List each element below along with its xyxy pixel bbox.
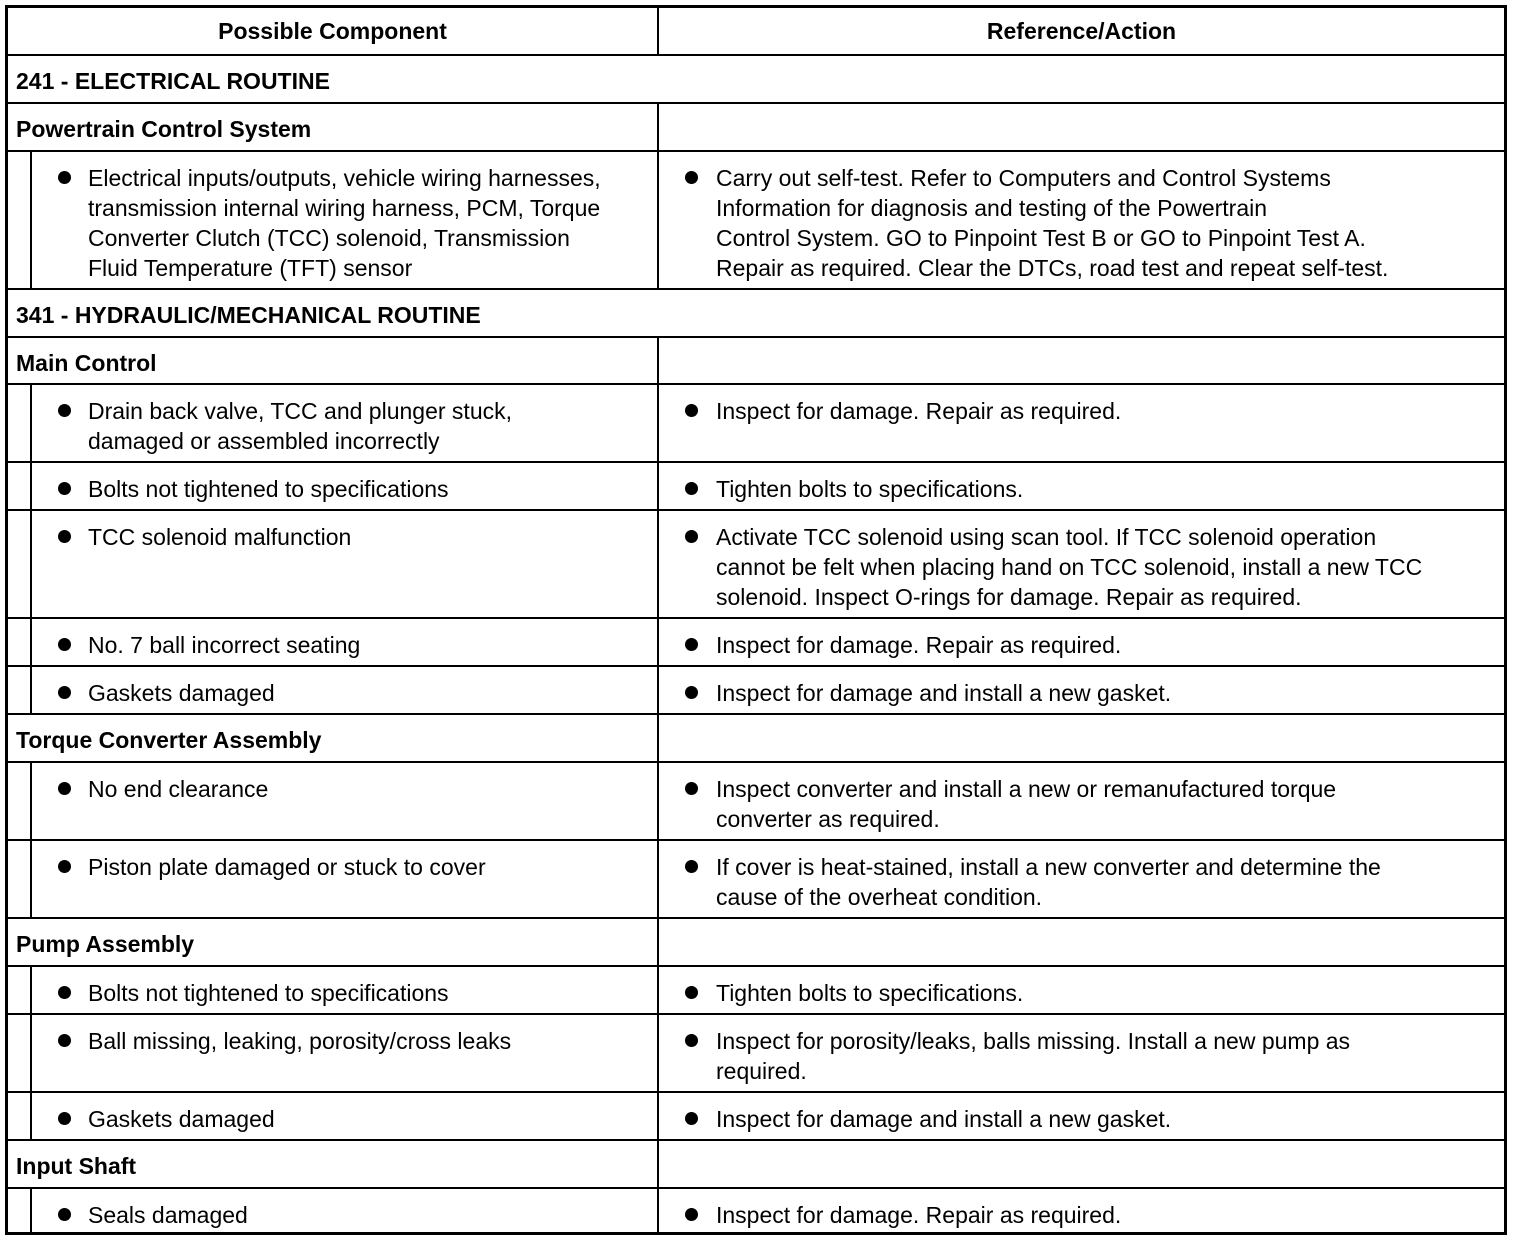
group-row	[8, 336, 1504, 383]
table-row	[8, 617, 1504, 665]
component-cell	[88, 678, 653, 708]
indent-divider	[30, 1015, 32, 1091]
action-line: Tighten bolts to specifications.	[716, 476, 1024, 502]
table-row	[8, 1013, 1504, 1091]
component-line: Ball missing, leaking, porosity/cross leaks	[88, 1028, 512, 1054]
component-cell	[88, 396, 653, 456]
component-line: Gaskets damaged	[88, 680, 275, 706]
action-line: Information for diagnosis and testing of the Powertrain	[716, 195, 1268, 221]
column-divider	[657, 763, 659, 839]
header-possible-component: Possible Component	[218, 17, 447, 44]
component-line: Electrical inputs/outputs, vehicle wiring harnesses,	[88, 165, 601, 191]
action-cell	[716, 1026, 1501, 1086]
section-row	[8, 54, 1504, 102]
column-divider	[657, 967, 659, 1013]
component-line: TCC solenoid malfunction	[88, 524, 352, 550]
group-row	[8, 1139, 1504, 1187]
bullet-icon	[685, 638, 698, 651]
column-divider	[657, 715, 659, 761]
component-line: Fluid Temperature (TFT) sensor	[88, 255, 413, 281]
table-row	[8, 839, 1504, 917]
indent-divider	[30, 152, 32, 288]
action-cell	[716, 163, 1501, 283]
column-divider	[657, 619, 659, 665]
bullet-icon	[58, 686, 71, 699]
group-row	[8, 713, 1504, 761]
action-cell	[716, 1104, 1501, 1134]
component-cell	[88, 1200, 653, 1230]
bullet-icon	[685, 404, 698, 417]
column-divider	[657, 511, 659, 617]
action-cell	[716, 678, 1501, 708]
indent-divider	[30, 763, 32, 839]
indent-divider	[30, 1093, 32, 1139]
component-line: Bolts not tightened to specifications	[88, 980, 449, 1006]
bullet-icon	[685, 986, 698, 999]
action-line: Inspect for damage. Repair as required.	[716, 398, 1122, 424]
component-line: transmission internal wiring harness, PCM, Torque	[88, 195, 601, 221]
bullet-icon	[58, 530, 71, 543]
section-row	[8, 288, 1504, 336]
action-cell	[716, 852, 1501, 912]
bullet-icon	[685, 1112, 698, 1125]
action-line: Repair as required. Clear the DTCs, road test and repeat self-test.	[716, 255, 1389, 281]
component-cell	[88, 978, 653, 1008]
indent-divider	[30, 967, 32, 1013]
column-divider	[657, 338, 659, 383]
table-row	[8, 665, 1504, 713]
action-line: Inspect for damage and install a new gasket.	[716, 680, 1172, 706]
component-line: Drain back valve, TCC and plunger stuck,	[88, 398, 512, 424]
action-cell	[716, 630, 1501, 660]
table-row	[8, 383, 1504, 461]
bullet-icon	[58, 1112, 71, 1125]
component-cell	[88, 474, 653, 504]
bullet-icon	[58, 482, 71, 495]
component-cell	[88, 774, 653, 804]
action-line: Inspect for damage. Repair as required.	[716, 1202, 1122, 1228]
table-row	[8, 150, 1504, 288]
table-row	[8, 509, 1504, 617]
group-row	[8, 102, 1504, 150]
column-divider	[657, 1141, 659, 1187]
bullet-icon	[685, 686, 698, 699]
bullet-icon	[685, 171, 698, 184]
component-line: Converter Clutch (TCC) solenoid, Transmission	[88, 225, 570, 251]
action-cell	[716, 396, 1501, 426]
indent-divider	[30, 841, 32, 917]
column-divider	[657, 463, 659, 509]
action-cell	[716, 978, 1501, 1008]
column-divider	[657, 1093, 659, 1139]
group-title: Torque Converter Assembly	[16, 727, 322, 753]
component-cell	[88, 630, 653, 660]
table-row	[8, 1187, 1504, 1232]
action-cell	[716, 1200, 1501, 1230]
action-line: Inspect converter and install a new or remanufactured torque	[716, 776, 1337, 802]
column-divider	[657, 1015, 659, 1091]
action-line: If cover is heat-stained, install a new converter and determine the	[716, 854, 1381, 880]
bullet-icon	[58, 638, 71, 651]
action-line: Carry out self-test. Refer to Computers and Control Systems	[716, 165, 1331, 191]
bullet-icon	[58, 1034, 71, 1047]
group-title: Main Control	[16, 350, 157, 376]
action-line: Tighten bolts to specifications.	[716, 980, 1024, 1006]
component-cell	[88, 522, 653, 552]
action-cell	[716, 522, 1501, 612]
action-line: converter as required.	[716, 806, 940, 832]
table-row	[8, 965, 1504, 1013]
component-line: No. 7 ball incorrect seating	[88, 632, 361, 658]
component-line: Gaskets damaged	[88, 1106, 275, 1132]
bullet-icon	[685, 860, 698, 873]
indent-divider	[30, 463, 32, 509]
bullet-icon	[685, 530, 698, 543]
group-title: Powertrain Control System	[16, 116, 312, 142]
column-divider	[657, 385, 659, 461]
column-divider	[657, 841, 659, 917]
bullet-icon	[685, 1034, 698, 1047]
indent-divider	[30, 619, 32, 665]
action-line: Inspect for porosity/leaks, balls missing. Install a new pump as	[716, 1028, 1351, 1054]
bullet-icon	[58, 404, 71, 417]
indent-divider	[30, 511, 32, 617]
table-header-row	[8, 8, 1504, 54]
group-row	[8, 917, 1504, 965]
table-row	[8, 761, 1504, 839]
bullet-icon	[58, 782, 71, 795]
diagnostic-table	[5, 5, 1507, 1235]
column-divider	[657, 667, 659, 713]
component-line: Seals damaged	[88, 1202, 248, 1228]
component-line: Piston plate damaged or stuck to cover	[88, 854, 486, 880]
bullet-icon	[58, 171, 71, 184]
indent-divider	[30, 385, 32, 461]
group-title: Pump Assembly	[16, 931, 195, 957]
action-line: solenoid. Inspect O-rings for damage. Repair as required.	[716, 584, 1302, 610]
action-cell	[716, 774, 1501, 834]
action-cell	[716, 474, 1501, 504]
column-divider	[657, 104, 659, 150]
bullet-icon	[58, 986, 71, 999]
header-reference-action: Reference/Action	[986, 17, 1177, 44]
action-line: Inspect for damage and install a new gasket.	[716, 1106, 1172, 1132]
action-line: Activate TCC solenoid using scan tool. If TCC solenoid operation	[716, 524, 1377, 550]
bullet-icon	[58, 860, 71, 873]
action-line: required.	[716, 1058, 807, 1084]
bullet-icon	[58, 1208, 71, 1221]
component-line: Bolts not tightened to specifications	[88, 476, 449, 502]
indent-divider	[30, 1189, 32, 1232]
column-divider	[657, 919, 659, 965]
bullet-icon	[685, 1208, 698, 1221]
component-cell	[88, 1104, 653, 1134]
section-title: 241 - ELECTRICAL ROUTINE	[16, 68, 330, 94]
indent-divider	[30, 667, 32, 713]
component-cell	[88, 852, 653, 882]
column-divider	[657, 1189, 659, 1232]
bullet-icon	[685, 782, 698, 795]
action-line: Inspect for damage. Repair as required.	[716, 632, 1122, 658]
table-row	[8, 1091, 1504, 1139]
action-line: Control System. GO to Pinpoint Test B or GO to Pinpoint Test A.	[716, 225, 1366, 251]
component-cell	[88, 163, 653, 283]
section-title: 341 - HYDRAULIC/MECHANICAL ROUTINE	[16, 302, 481, 328]
action-line: cannot be felt when placing hand on TCC solenoid, install a new TCC	[716, 554, 1423, 580]
component-cell	[88, 1026, 653, 1056]
component-line: No end clearance	[88, 776, 269, 802]
component-line: damaged or assembled incorrectly	[88, 428, 440, 454]
bullet-icon	[685, 482, 698, 495]
column-divider	[657, 152, 659, 288]
table-row	[8, 461, 1504, 509]
action-line: cause of the overheat condition.	[716, 884, 1043, 910]
group-title: Input Shaft	[16, 1153, 137, 1179]
